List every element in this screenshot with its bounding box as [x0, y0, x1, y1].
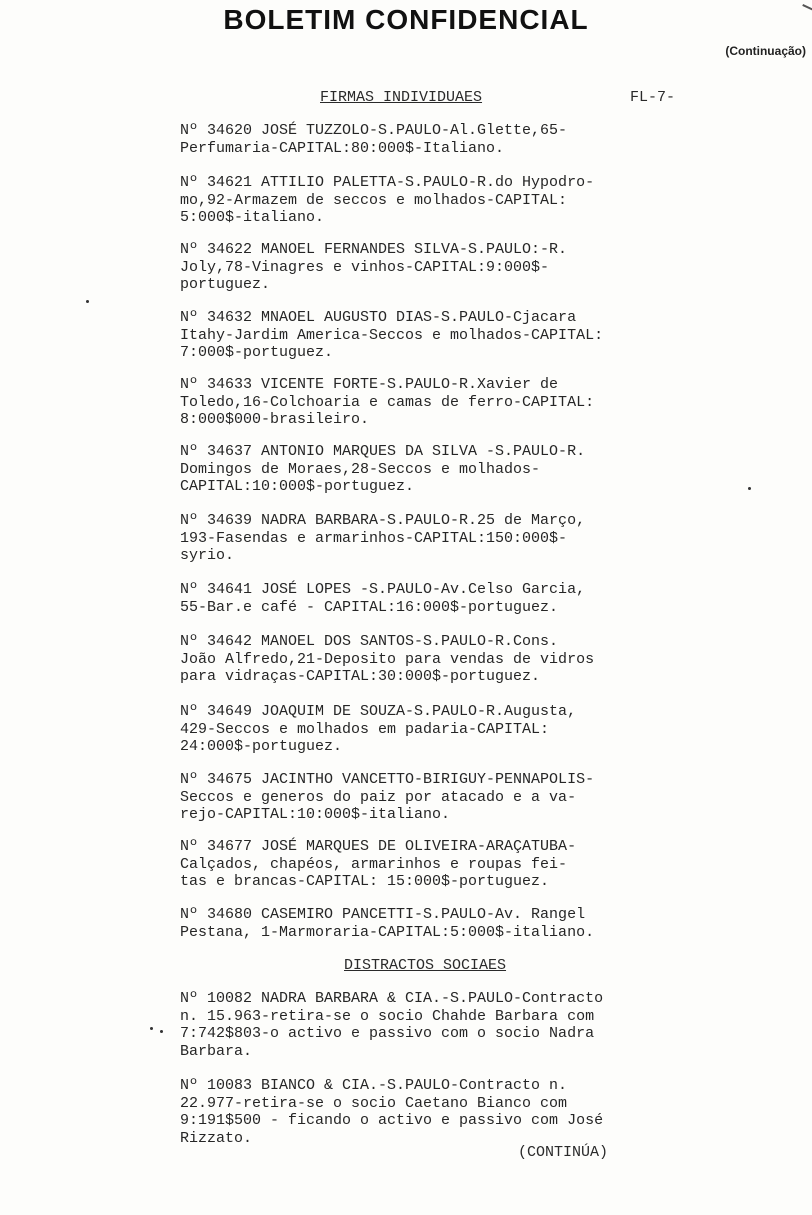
entry-line: Nº 10083 BIANCO & CIA.-S.PAULO-Contracto n.	[180, 1077, 568, 1094]
entry-line: 429-Seccos e molhados em padaria-CAPITAL:	[180, 720, 550, 738]
registry-entry	[180, 1077, 660, 1147]
entry-line: 5:000$-italiano.	[180, 209, 325, 226]
entry-line: 9:191$500 - ficando o activo e passivo com José	[180, 1112, 604, 1129]
entry-line: 7:000$-portuguez.	[180, 344, 334, 361]
entry-line: Barbara.	[180, 1042, 253, 1060]
entry-line: Toledo,16-Colchoaria e camas de ferro-CAPITAL:	[180, 393, 595, 411]
section-heading-distractos: DISTRACTOS SOCIAES	[344, 957, 507, 974]
entry-line: Nº 34649 JOAQUIM DE SOUZA-S.PAULO-R.Augusta,	[180, 703, 577, 720]
entry-line: Domingos de Moraes,28-Seccos e molhados-	[180, 460, 541, 478]
entry-line: Calçados, chapéos, armarinhos e roupas fei-	[180, 855, 568, 873]
registry-entry	[180, 581, 660, 616]
registry-entry	[180, 309, 660, 362]
entry-line: Nº 34641 JOSÉ LOPES -S.PAULO-Av.Celso Garcia,	[180, 581, 586, 598]
entry-line: Nº 34622 MANOEL FERNANDES SILVA-S.PAULO:-R.	[180, 241, 568, 258]
entry-line: Nº 10082 NADRA BARBARA & CIA.-S.PAULO-Contracto	[180, 990, 604, 1007]
entry-line: Nº 34620 JOSÉ TUZZOLO-S.PAULO-Al.Glette,65-	[180, 122, 568, 139]
registry-entry	[180, 838, 660, 891]
continues-note: (CONTINÚA)	[518, 1144, 609, 1161]
scan-speck	[160, 1030, 163, 1033]
entry-line: Nº 34639 NADRA BARBARA-S.PAULO-R.25 de Março,	[180, 512, 586, 529]
entry-line: 7:742$803-o activo e passivo com o socio Nadra	[180, 1025, 595, 1042]
entry-line: Pestana, 1-Marmoraria-CAPITAL:5:000$-italiano.	[180, 923, 595, 941]
entry-line: Nº 34677 JOSÉ MARQUES DE OLIVEIRA-ARAÇATUBA-	[180, 838, 577, 855]
section-heading-firmas: FIRMAS INDIVIDUAES	[320, 89, 483, 106]
registry-entry	[180, 443, 660, 496]
entry-line: n. 15.963-retira-se o socio Chahde Barbara com	[180, 1007, 595, 1025]
scan-speck	[748, 487, 751, 490]
registry-entry	[180, 512, 660, 565]
registry-entry	[180, 174, 660, 227]
document-title: BOLETIM CONFIDENCIAL	[223, 4, 589, 35]
registry-entry	[180, 241, 660, 294]
entry-line: rejo-CAPITAL:10:000$-italiano.	[180, 806, 451, 823]
entry-line: Nº 34680 CASEMIRO PANCETTI-S.PAULO-Av. Rangel	[180, 906, 586, 923]
sheet-number: FL-7-	[630, 89, 676, 106]
entry-line: Itahy-Jardim America-Seccos e molhados-CAPITAL:	[180, 326, 604, 344]
entry-line: para vidraças-CAPITAL:30:000$-portuguez.	[180, 668, 541, 685]
registry-entry	[180, 906, 660, 941]
registry-entry	[180, 376, 660, 429]
entry-line: Nº 34632 MNAOEL AUGUSTO DIAS-S.PAULO-Cjacara	[180, 309, 577, 326]
entry-line: Rizzato.	[180, 1129, 253, 1147]
scan-speck	[150, 1027, 153, 1030]
entry-line: 24:000$-portuguez.	[180, 738, 343, 755]
entry-line: 55-Bar.e café - CAPITAL:16:000$-portuguez.	[180, 598, 559, 616]
entry-line: Nº 34675 JACINTHO VANCETTO-BIRIGUY-PENNAPOLIS-	[180, 771, 595, 788]
entry-line: tas e brancas-CAPITAL: 15:000$-portuguez.	[180, 873, 550, 890]
entry-line: Joly,78-Vinagres e vinhos-CAPITAL:9:000$-	[180, 258, 550, 276]
entry-line: mo,92-Armazem de seccos e molhados-CAPITAL:	[180, 191, 568, 209]
entry-line: João Alfredo,21-Deposito para vendas de vidros	[180, 650, 595, 668]
registry-entry	[180, 990, 660, 1060]
registry-entry	[180, 633, 660, 686]
entry-line: Nº 34621 ATTILIO PALETTA-S.PAULO-R.do Hypodro-	[180, 174, 595, 191]
entry-line: CAPITAL:10:000$-portuguez.	[180, 478, 415, 495]
entry-line: 8:000$000-brasileiro.	[180, 411, 370, 428]
entry-line: 22.977-retira-se o socio Caetano Bianco com	[180, 1094, 568, 1112]
entry-line: Nº 34637 ANTONIO MARQUES DA SILVA -S.PAULO-R.	[180, 443, 586, 460]
registry-entry	[180, 703, 660, 756]
entry-line: Nº 34642 MANOEL DOS SANTOS-S.PAULO-R.Cons.	[180, 633, 559, 650]
entry-line: Perfumaria-CAPITAL:80:000$-Italiano.	[180, 139, 505, 157]
entry-line: portuguez.	[180, 276, 271, 293]
registry-entry	[180, 771, 660, 824]
entry-line: 193-Fasendas e armarinhos-CAPITAL:150:000$-	[180, 529, 568, 547]
entry-line: syrio.	[180, 547, 235, 564]
continuation-note: (Continuação)	[725, 44, 806, 58]
scan-speck	[86, 300, 89, 303]
entry-line: Nº 34633 VICENTE FORTE-S.PAULO-R.Xavier de	[180, 376, 559, 393]
entry-line: Seccos e generos do paiz por atacado e a va-	[180, 788, 577, 806]
registry-entry	[180, 122, 660, 157]
